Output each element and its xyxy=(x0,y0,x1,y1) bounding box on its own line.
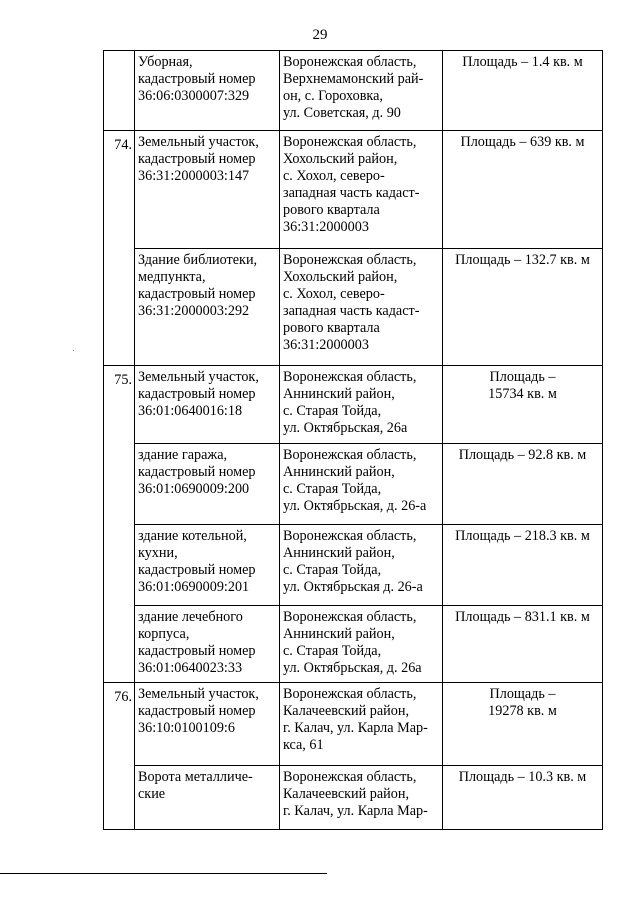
scan-speck xyxy=(73,350,74,351)
row-number xyxy=(104,766,135,830)
table-row xyxy=(104,131,603,249)
object-address: Воронежская область, Аннинский район, с. Старая Тойда, ул. Октябрьская, д. 26-а xyxy=(280,444,443,525)
object-name: здание котельной, кухни, кадастровый номер 36:01:0690009:201 xyxy=(135,525,280,606)
object-name: Земельный участок, кадастровый номер 36:10:0100109:6 xyxy=(135,683,280,766)
object-name: Уборная, кадастровый номер 36:06:0300007:329 xyxy=(135,51,280,131)
object-address: Воронежская область, Аннинский район, с. Старая Тойда, ул. Октябрьская, 26а xyxy=(280,366,443,444)
table-row xyxy=(104,444,603,525)
table-row xyxy=(104,766,603,830)
object-area: Площадь – 92.8 кв. м xyxy=(443,444,603,525)
object-address: Воронежская область, Хохольский район, с. Хохол, северо- западная часть кадаст- рового квартала 36:31:2000003 xyxy=(280,249,443,366)
table-row xyxy=(104,366,603,444)
row-number xyxy=(104,249,135,366)
row-number xyxy=(104,525,135,606)
object-address: Воронежская область, Аннинский район, с. Старая Тойда, ул. Октябрьская д. 26-а xyxy=(280,525,443,606)
table-row xyxy=(104,51,603,131)
table-row xyxy=(104,525,603,606)
row-number xyxy=(104,51,135,131)
row-number xyxy=(104,606,135,683)
object-area: Площадь – 1.4 кв. м xyxy=(443,51,603,131)
page-number: 29 xyxy=(312,27,328,43)
row-number xyxy=(104,444,135,525)
object-address: Воронежская область, Хохольский район, с. Хохол, северо- западная часть кадаст- рового квартала 36:31:2000003 xyxy=(280,131,443,249)
object-area: Площадь – 15734 кв. м xyxy=(443,366,603,444)
object-name: здание гаража, кадастровый номер 36:01:0690009:200 xyxy=(135,444,280,525)
object-name: Земельный участок, кадастровый номер 36:01:0640016:18 xyxy=(135,366,280,444)
object-name: Здание библиотеки, медпункта, кадастровый номер 36:31:2000003:292 xyxy=(135,249,280,366)
object-area: Площадь – 10.3 кв. м xyxy=(443,766,603,830)
table-row xyxy=(104,606,603,683)
object-name: Земельный участок, кадастровый номер 36:31:2000003:147 xyxy=(135,131,280,249)
object-area: Площадь – 831.1 кв. м xyxy=(443,606,603,683)
object-address: Воронежская область, Калачеевский район, г. Калач, ул. Карла Мар- кса, 61 xyxy=(280,683,443,766)
object-name: здание лечебного корпуса, кадастровый номер 36:01:0640023:33 xyxy=(135,606,280,683)
row-number: 74. xyxy=(104,131,135,249)
table-row xyxy=(104,683,603,766)
object-area: Площадь – 19278 кв. м xyxy=(443,683,603,766)
object-name: Ворота металличе- ские xyxy=(135,766,280,830)
property-table xyxy=(103,50,603,830)
object-address: Воронежская область, Верхнемамонский рай- он, с. Гороховка, ул. Советская, д. 90 xyxy=(280,51,443,131)
object-area: Площадь – 639 кв. м xyxy=(443,131,603,249)
object-area: Площадь – 218.3 кв. м xyxy=(443,525,603,606)
object-area: Площадь – 132.7 кв. м xyxy=(443,249,603,366)
object-address: Воронежская область, Аннинский район, с. Старая Тойда, ул. Октябрьская, д. 26а xyxy=(280,606,443,683)
table-row xyxy=(104,249,603,366)
row-number: 75. xyxy=(104,366,135,444)
object-address: Воронежская область, Калачеевский район, г. Калач, ул. Карла Мар- xyxy=(280,766,443,830)
row-number: 76. xyxy=(104,683,135,766)
footnote-divider xyxy=(0,873,327,874)
